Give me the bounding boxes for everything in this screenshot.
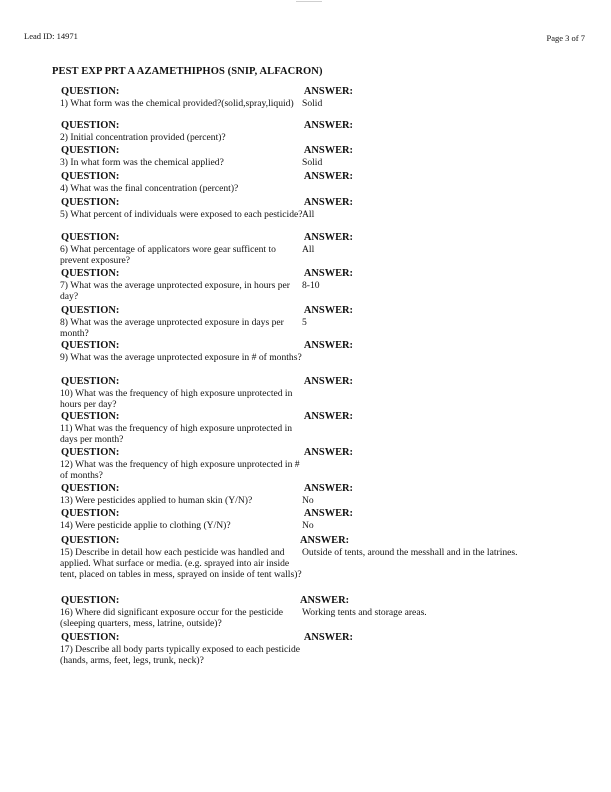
question-text: 7) What was the average unprotected exposure, in hours per day? bbox=[60, 280, 290, 302]
answer-label: ANSWER: bbox=[303, 376, 353, 387]
qa-item-15 bbox=[60, 535, 560, 580]
qa-item-10 bbox=[60, 376, 560, 410]
answer-text: No bbox=[302, 495, 314, 506]
answer-text: No bbox=[302, 520, 314, 531]
answer-text: 5 bbox=[302, 317, 307, 328]
answer-label: ANSWER: bbox=[303, 232, 353, 243]
answer-text: Working tents and storage areas. bbox=[302, 607, 427, 618]
question-label: QUESTION: bbox=[61, 508, 120, 519]
answer-label: ANSWER: bbox=[303, 508, 353, 519]
answer-label: ANSWER: bbox=[303, 632, 353, 643]
qa-item-17 bbox=[60, 632, 560, 666]
question-text: 17) Describe all body parts typically exposed to each pesticide (hands, arms, feet, legs, trunk, neck)? bbox=[60, 644, 301, 666]
section-title: PEST EXP PRT A AZAMETHIPHOS (SNIP, ALFACRON) bbox=[52, 66, 323, 77]
question-text: 10) What was the frequency of high exposure unprotected in hours per day? bbox=[60, 388, 293, 410]
question-label: QUESTION: bbox=[61, 232, 120, 243]
question-label: QUESTION: bbox=[61, 120, 120, 131]
answer-label: ANSWER: bbox=[303, 411, 353, 422]
qa-item-14 bbox=[60, 508, 560, 531]
answer-label: ANSWER: bbox=[303, 197, 353, 208]
question-label: QUESTION: bbox=[61, 340, 120, 351]
qa-item-5 bbox=[60, 197, 560, 220]
question-text: 16) Where did significant exposure occur for the pesticide (sleeping quarters, mess, latrine, outside)? bbox=[60, 607, 284, 629]
qa-item-16 bbox=[60, 595, 560, 629]
qa-item-2 bbox=[60, 120, 560, 143]
qa-item-7 bbox=[60, 268, 560, 302]
answer-text: Solid bbox=[302, 98, 323, 109]
qa-item-1 bbox=[60, 86, 560, 109]
question-label: QUESTION: bbox=[61, 268, 120, 279]
answer-label: ANSWER: bbox=[303, 305, 353, 316]
qa-item-4 bbox=[60, 171, 560, 194]
question-label: QUESTION: bbox=[61, 447, 120, 458]
question-label: QUESTION: bbox=[61, 595, 120, 606]
question-label: QUESTION: bbox=[61, 86, 120, 97]
question-label: QUESTION: bbox=[61, 411, 120, 422]
qa-item-13 bbox=[60, 483, 560, 506]
question-label: QUESTION: bbox=[61, 197, 120, 208]
answer-label: ANSWER: bbox=[303, 86, 353, 97]
answer-label: ANSWER: bbox=[303, 340, 353, 351]
question-label: QUESTION: bbox=[61, 145, 120, 156]
answer-text: Outside of tents, around the messhall and in the latrines. bbox=[302, 547, 518, 558]
qa-item-11 bbox=[60, 411, 560, 445]
qa-item-3 bbox=[60, 145, 560, 168]
question-text: 9) What was the average unprotected exposure in # of months? bbox=[60, 352, 302, 363]
question-text: 3) In what form was the chemical applied? bbox=[60, 157, 224, 168]
question-text: 5) What percent of individuals were exposed to each pesticide? bbox=[60, 209, 303, 220]
answer-text: 8-10 bbox=[302, 280, 320, 291]
qa-item-8 bbox=[60, 305, 560, 339]
answer-label: ANSWER: bbox=[303, 268, 353, 279]
question-text: 4) What was the final concentration (percent)? bbox=[60, 183, 239, 194]
question-label: QUESTION: bbox=[61, 305, 120, 316]
answer-label: ANSWER: bbox=[303, 145, 353, 156]
question-label: QUESTION: bbox=[61, 376, 120, 387]
question-label: QUESTION: bbox=[61, 632, 120, 643]
answer-text: All bbox=[302, 244, 315, 255]
question-text: 8) What was the average unprotected exposure in days per month? bbox=[60, 317, 284, 339]
question-text: 15) Describe in detail how each pesticide was handled and applied. What surface or media. (e.g. sprayed into air inside tent, placed on tables in mess, sprayed on inside of tent walls)? bbox=[60, 547, 302, 580]
qa-item-12 bbox=[60, 447, 560, 481]
question-label: QUESTION: bbox=[61, 171, 120, 182]
question-text: 1) What form was the chemical provided?(solid,spray,liquid) bbox=[60, 98, 294, 109]
question-label: QUESTION: bbox=[61, 483, 120, 494]
lead-id: Lead ID: 14971 bbox=[24, 31, 78, 41]
question-label: QUESTION: bbox=[61, 535, 120, 546]
answer-label: ANSWER: bbox=[303, 483, 353, 494]
question-text: 6) What percentage of applicators wore gear sufficent to prevent exposure? bbox=[60, 244, 276, 266]
answer-text: Solid bbox=[302, 157, 323, 168]
page-number: Page 3 of 7 bbox=[546, 33, 585, 43]
answer-label: ANSWER: bbox=[303, 171, 353, 182]
question-text: 14) Were pesticide applie to clothing (Y/N)? bbox=[60, 520, 231, 531]
answer-label: ANSWER: bbox=[303, 447, 353, 458]
question-text: 12) What was the frequency of high exposure unprotected in # of months? bbox=[60, 459, 300, 481]
question-text: 11) What was the frequency of high exposure unprotected in days per month? bbox=[60, 423, 293, 445]
question-text: 2) Initial concentration provided (percent)? bbox=[60, 132, 226, 143]
scan-artifact bbox=[296, 1, 322, 2]
answer-text: All bbox=[302, 209, 315, 220]
question-text: 13) Were pesticides applied to human skin (Y/N)? bbox=[60, 495, 253, 506]
answer-label: ANSWER: bbox=[303, 120, 353, 131]
qa-item-6 bbox=[60, 232, 560, 266]
qa-item-9 bbox=[60, 340, 560, 363]
answer-label: ANSWER: bbox=[300, 535, 350, 546]
answer-label: ANSWER: bbox=[300, 595, 350, 606]
